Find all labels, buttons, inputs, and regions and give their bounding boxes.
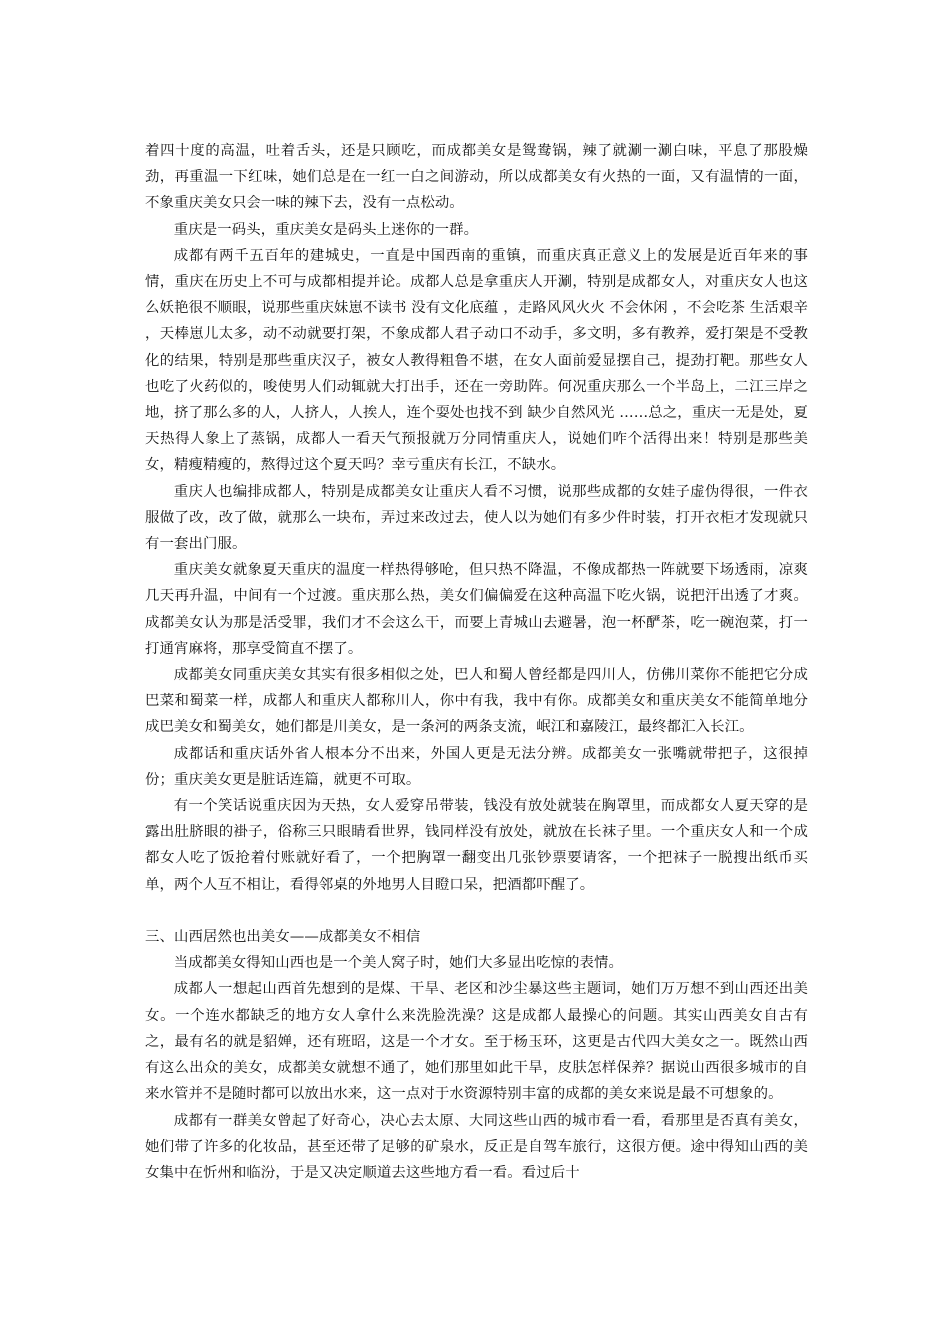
- section-heading: 三、山西居然也出美女——成都美女不相信: [145, 929, 421, 946]
- paragraph-8: 有一个笑话说重庆因为天热，女人爱穿吊带装，钱没有放处就装在胸罩里，而成都女人夏天穿的是露出肚脐眼的褂子，俗称三只眼睛看世界，钱同样没有放处，就放在长袜子里。一个重庆女人和一个成都女人吃了饭抢着付账就好看了，一个把胸罩一翻变出几张钞票要请客，一个把袜子一脱搜出纸币买单，两个人互不相让，看得邻桌的外地男人目瞪口呆，把酒都吓醒了。: [145, 798, 808, 893]
- section-spacer: [145, 898, 808, 924]
- document-page: [145, 138, 808, 1186]
- paragraph-7: 成都话和重庆话外省人根本分不出来，外国人更是无法分辨。成都美女一张嘴就带把子，这很掉份；重庆美女更是脏话连篇，就更不可取。: [145, 745, 808, 788]
- paragraph-9: 当成都美女得知山西也是一个美人窝子时，她们大多显出吃惊的表情。: [173, 955, 624, 972]
- paragraph-1: 着四十度的高温，吐着舌头，还是只顾吃，而成都美女是鸳鸯锅，辣了就涮一涮白味，平息了那股燥劲，再重温一下红味，她们总是在一红一白之间游动，所以成都美女有火热的一面，又有温情的一面，不象重庆美女只会一味的辣下去，没有一点松动。: [145, 143, 808, 212]
- paragraph-11: 成都有一群美女曾起了好奇心，决心去太原、大同这些山西的城市看一看，看那里是否真有美女，她们带了许多的化妆品，甚至还带了足够的矿泉水，反正是自驾车旅行，这很方便。途中得知山西的美女集中在忻州和临汾，于是又决定顺道去这些地方看一看。看过后十: [145, 1112, 808, 1181]
- paragraph-10: 成都人一想起山西首先想到的是煤、干旱、老区和沙尘暴这些主题词，她们万万想不到山西还出美女。一个连水都缺乏的地方女人拿什么来洗脸洗澡？这是成都人最操心的问题。其实山西美女自古有之，最有名的就是貂婵，还有班昭，这是一个才女。至于杨玉环，这更是古代四大美女之一。既然山西有这么出众的美女，成都美女就想不通了，她们那里如此干旱，皮肤怎样保养？据说山西很多城市的自来水管并不是随时都可以放出水来，这一点对于水资源特别丰富的成都的美女来说是最不可想象的。: [145, 981, 808, 1103]
- paragraph-4: 重庆人也编排成都人，特别是成都美女让重庆人看不习惯，说那些成都的女娃子虚伪得很，一件衣服做了改，改了做，就那么一块布，弄过来改过去，使人以为她们有多少件时装，打开衣柜才发现就只有一套出门服。: [145, 483, 808, 553]
- paragraph-5: 重庆美女就象夏天重庆的温度一样热得够呛，但只热不降温，不像成都热一阵就要下场透雨，凉爽几天再升温，中间有一个过渡。重庆那么热，美女们偏偏爱在这种高温下吃火锅，说把汗出透了才爽。成都美女认为那是活受罪，我们才不会这么干，而要上青城山去避暑，泡一杯酽茶，吃一碗泡菜，打一打通宵麻将，那享受简直不摆了。: [145, 562, 808, 657]
- paragraph-6: 成都美女同重庆美女其实有很多相似之处，巴人和蜀人曾经都是四川人，仿佛川菜你不能把它分成巴菜和蜀菜一样，成都人和重庆人都称川人，你中有我，我中有你。成都美女和重庆美女不能简单地分成巴美女和蜀美女，她们都是川美女，是一条河的两条支流，岷江和嘉陵江，最终都汇入长江。: [145, 667, 808, 736]
- paragraph-2: 重庆是一码头，重庆美女是码头上迷你的一群。: [173, 221, 479, 238]
- paragraph-3: 成都有两千五百年的建城史，一直是中国西南的重镇，而重庆真正意义上的发展是近百年来的事情，重庆在历史上不可与成都相提并论。成都人总是拿重庆人开涮，特别是成都女人，对重庆女人也这么妖艳很不顺眼，说那些重庆妹崽不读书 没有文化底蕴 ，走路风风火火 不会休闲 ，不会吃茶 生活艰辛 ，天棒崽儿太多，动不动就要打架，不象成都人君子动口不动手，多文明，多有教养，爱打架是不受教化的结果，特别是那些重庆汉子，被女人教得粗鲁不堪，在女人面前爱显摆自己，提劲打靶。那些女人也吃了火药似的，唆使男人们动辄就大打出手，还在一旁助阵。何况重庆那么一个半岛上，二江三岸之地，挤了那么多的人，人挤人，人挨人，连个耍处也找不到 缺少自然风光 ……总之，重庆一无是处，夏天热得人象上了蒸锅，成都人一看天气预报就万分同情重庆人，说她们咋个活得出来！特别是那些美女，精瘦精瘦的，熬得过这个夏天吗？幸亏重庆有长江，不缺水。: [145, 247, 808, 474]
